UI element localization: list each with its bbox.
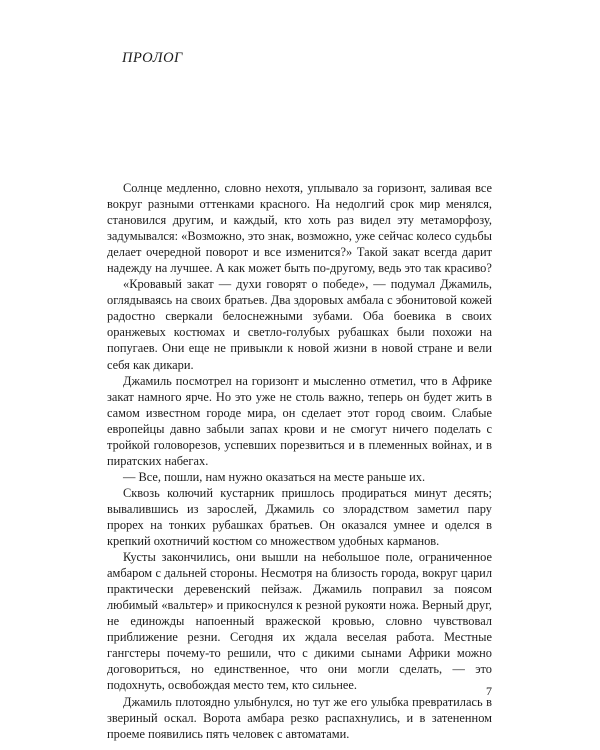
paragraph: Солнце медленно, словно нехотя, уплывало за горизонт, заливая все вокруг разными оттенками красного. На недолгий срок мир менялся, становился другим, и каждый, кто хоть раз видел эту метаморфозу, задумывался: «Возможно, это знак, возможно, уже сейчас колесо судьбы делает очередной поворот и все изменится?» Такой закат всегда дарит надежду на лучшее. А как может быть по-другому, ведь это так красиво? xyxy=(107,181,492,276)
body-text xyxy=(107,180,492,742)
chapter-heading: ПРОЛОГ xyxy=(122,50,183,66)
paragraph: Сквозь колючий кустарник пришлось продираться минут десять; вывалившись из зарослей, Джамиль со злорадством заметил пару прорех на тонких рубашках братьев. Он оказался умнее и оделся в крепкий охотничий костюм со множеством удобных карманов. xyxy=(107,485,492,549)
page-number: 7 xyxy=(486,684,492,698)
paragraph: Джамиль посмотрел на горизонт и мысленно отметил, что в Африке закат намного ярче. Но это уже не столь важно, теперь он будет жить в самом известном городе мира, он сделает этот город своим. Слабые европейцы давно забыли запах крови и не смогут ничего поделать с тройкой головорезов, успевших порезвиться и в племенных войнах, и в пиратских набегах. xyxy=(107,373,492,468)
paragraph: Джамиль плотоядно улыбнулся, но тут же его улыбка превратилась в звериный оскал. Ворота амбара резко распахнулись, и в затененном проеме появились пять человек с автоматами. xyxy=(107,694,492,741)
paragraph: — Все, пошли, нам нужно оказаться на месте раньше их. xyxy=(123,469,426,484)
paragraph: «Кровавый закат — духи говорят о победе», — подумал Джамиль, оглядываясь на своих братьев. Два здоровых амбала с эбонитовой кожей радостно сверкали белоснежными зубами. Оба боевика в своих оранжевых костюмах и светло-голубых рубашках были похожи на попугаев. Они еще не привыкли к новой жизни в новой стране и вели себя как дикари. xyxy=(107,277,492,372)
paragraph: Кусты закончились, они вышли на небольшое поле, ограниченное амбаром с дальней стороны. Несмотря на близость города, вокруг царил практически деревенский пейзаж. Джамиль поправил за поясом любимый «вальтер» и прикоснулся к резной рукояти ножа. Верный друг, не единожды напоенный вражеской кровью, словно чувствовал приближение резни. Сегодня их ждала веселая работа. Местные гангстеры почему-то решили, что с дикими сынами Африки можно договориться, но единственное, что они могли сделать, — это подохнуть, освобождая место тем, кто сильнее. xyxy=(107,550,492,693)
